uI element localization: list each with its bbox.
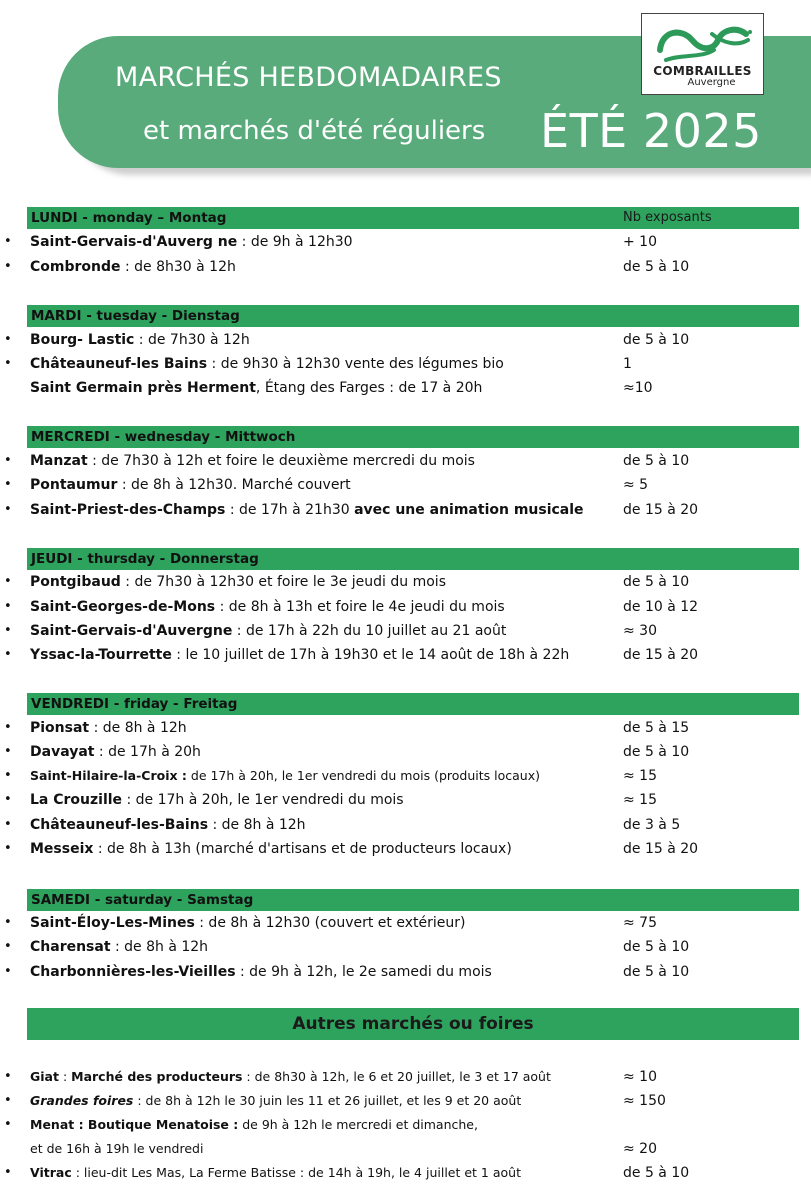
market-detail: : de 17h à 22h du 10 juillet au 21 août [232, 623, 507, 639]
exhibitor-count: de 5 à 10 [623, 1165, 690, 1181]
list-item [0, 1091, 811, 1111]
exhibitor-count: de 5 à 10 [623, 744, 690, 760]
exhibitor-count: de 15 à 20 [623, 647, 699, 663]
market-name: Grandes foires [30, 1093, 134, 1108]
list-item [0, 790, 811, 810]
logo-region: Auvergne [687, 77, 736, 88]
exhibitor-count: ≈ 30 [623, 623, 657, 639]
exhibitor-count: de 10 à 12 [623, 599, 699, 615]
exhibitor-count: ≈ 15 [623, 768, 657, 784]
exhibitor-count: de 15 à 20 [623, 502, 699, 518]
market-name: Bourg- Lastic [30, 332, 135, 348]
bullet: • [4, 356, 12, 371]
bullet: • [4, 939, 12, 954]
list-item [0, 718, 811, 738]
nb-exposants-label: Nb exposants [623, 210, 712, 225]
market-name: Vitrac [30, 1165, 72, 1180]
section-title: MARDI - tuesday - Dienstag [31, 308, 240, 324]
market-name: Messeix [30, 841, 94, 857]
market-detail: : de 8h à 13h (marché d'artisans et de producteurs locaux) [93, 841, 512, 857]
section-title: VENDREDI - friday - Freitag [31, 696, 238, 712]
section-header-mercredi [27, 426, 799, 448]
list-item [0, 1067, 811, 1087]
exhibitor-count: + 10 [623, 234, 657, 250]
market-name: Saint-Éloy-Les-Mines [30, 915, 195, 931]
list-item [0, 913, 811, 933]
bullet: • [4, 841, 12, 856]
market-detail: : le 10 juillet de 17h à 19h30 et le 14 août de 18h à 22h [171, 647, 570, 663]
exhibitor-count: ≈ 20 [623, 1141, 657, 1157]
exhibitor-count: ≈ 75 [623, 915, 657, 931]
market-detail: : de 8h30 à 12h, le 6 et 20 juillet, le 3 et 17 août [242, 1069, 551, 1084]
list-item [0, 378, 811, 398]
bullet: • [4, 915, 12, 930]
market-name: Saint-Hilaire-la-Croix : [30, 768, 187, 783]
bullet: • [4, 502, 12, 517]
exhibitor-count: de 5 à 10 [623, 259, 690, 275]
bullet: • [4, 332, 12, 347]
bullet: • [4, 744, 12, 759]
list-item [0, 621, 811, 641]
combrailles-logo [641, 13, 764, 95]
list-item [0, 1163, 811, 1183]
market-name: Saint-Gervais-d'Auverg ne [30, 234, 238, 250]
list-item [0, 257, 811, 277]
exhibitor-count: ≈ 10 [623, 1069, 657, 1085]
bullet: • [4, 768, 12, 783]
list-item-continuation [0, 1139, 811, 1159]
market-detail: : de 17h à 20h, le 1er vendredi du mois [122, 792, 404, 808]
market-name: Menat : Boutique Menatoise : [30, 1117, 239, 1132]
exhibitor-count: de 5 à 10 [623, 939, 690, 955]
bullet: • [4, 720, 12, 735]
list-item [0, 475, 811, 495]
market-detail: : de 17h à 20h [94, 744, 201, 760]
market-detail: : de 9h à 12h30 [237, 234, 353, 250]
list-item [0, 232, 811, 252]
market-detail: : lieu-dit Les Mas, La Ferme Batisse : de 14h à 19h, le 4 juillet et 1 août [71, 1165, 521, 1180]
section-header-jeudi [27, 548, 799, 570]
list-item [0, 645, 811, 665]
river-logo-icon [652, 20, 754, 64]
market-highlight: avec une animation musicale [354, 502, 584, 518]
exhibitor-count: ≈ 5 [623, 477, 649, 493]
market-detail: : de 9h à 12h, le 2e samedi du mois [235, 964, 492, 980]
market-detail: : de 8h à 12h le 30 juin les 11 et 26 juillet, et les 9 et 20 août [133, 1093, 522, 1108]
bullet: • [4, 259, 12, 274]
bullet: • [4, 453, 12, 468]
market-detail: : de 8h à 12h [208, 817, 306, 833]
section-title: SAMEDI - saturday - Samstag [31, 892, 254, 908]
bullet: • [4, 1165, 12, 1180]
market-name: Châteauneuf-les Bains [30, 356, 208, 372]
bullet: • [4, 1117, 12, 1132]
list-item [0, 766, 811, 786]
exhibitor-count: de 15 à 20 [623, 841, 699, 857]
market-name: Saint Germain près Herment [30, 380, 256, 396]
market-name: Pionsat [30, 720, 90, 736]
market-name: Charbonnières-les-Vieilles [30, 964, 236, 980]
logo-name: COMBRAILLES [653, 64, 752, 78]
market-name: Davayat [30, 744, 95, 760]
section-header-samedi [27, 889, 799, 911]
list-item [0, 1115, 811, 1135]
page-subtitle: et marchés d'été réguliers [143, 116, 486, 146]
section-title: MERCREDI - wednesday - Mittwoch [31, 429, 296, 445]
market-name: Châteauneuf-les-Bains [30, 817, 209, 833]
bullet: • [4, 574, 12, 589]
section-header-lundi [27, 207, 799, 229]
exhibitor-count: de 5 à 10 [623, 453, 690, 469]
list-item [0, 572, 811, 592]
market-name: Saint-Gervais-d'Auvergne [30, 623, 233, 639]
season-title: ÉTÉ 2025 [540, 104, 762, 158]
market-detail: de 17h à 20h, le 1er vendredi du mois (produits locaux) [186, 768, 540, 783]
exhibitor-count: 1 [623, 356, 632, 372]
exhibitor-count: de 5 à 10 [623, 574, 690, 590]
bullet: • [4, 647, 12, 662]
bullet: • [4, 623, 12, 638]
section-header-autres: Autres marchés ou foires [27, 1008, 799, 1040]
market-name: Saint-Georges-de-Mons [30, 599, 216, 615]
market-detail: : de 17h à 21h30 [225, 502, 355, 518]
section-header-mardi [27, 305, 799, 327]
bullet: • [4, 234, 12, 249]
exhibitor-count: de 3 à 5 [623, 817, 681, 833]
section-header-vendredi [27, 693, 799, 715]
market-detail: : de 8h à 13h et foire le 4e jeudi du mois [215, 599, 505, 615]
market-name: Manzat [30, 453, 88, 469]
market-detail: de 9h à 12h le mercredi et dimanche, [238, 1117, 478, 1132]
exhibitor-count: ≈10 [623, 380, 653, 396]
list-item [0, 937, 811, 957]
bullet: • [4, 1069, 12, 1084]
list-item [0, 597, 811, 617]
bullet: • [4, 964, 12, 979]
market-detail: : de 7h30 à 12h [134, 332, 250, 348]
market-detail: : de 7h30 à 12h30 et foire le 3e jeudi du mois [120, 574, 446, 590]
bullet: • [4, 477, 12, 492]
list-item [0, 839, 811, 859]
bullet: • [4, 1093, 12, 1108]
bullet: • [4, 817, 12, 832]
market-name: Yssac-la-Tourrette [30, 647, 172, 663]
exhibitor-count: de 5 à 10 [623, 964, 690, 980]
separator: : [58, 1069, 72, 1084]
market-detail: : de 8h à 12h30 (couvert et extérieur) [194, 915, 466, 931]
market-subname: Marché des producteurs [71, 1069, 243, 1084]
bullet: • [4, 792, 12, 807]
market-name: La Crouzille [30, 792, 123, 808]
list-item [0, 354, 811, 374]
market-name: Saint-Priest-des-Champs [30, 502, 226, 518]
exhibitor-count: ≈ 150 [623, 1093, 666, 1109]
list-item [0, 330, 811, 350]
market-detail: : de 8h à 12h30. Marché couvert [117, 477, 351, 493]
list-item [0, 500, 811, 520]
market-name: Combronde [30, 259, 121, 275]
list-item [0, 742, 811, 762]
list-item [0, 815, 811, 835]
market-name: Pontaumur [30, 477, 118, 493]
exhibitor-count: de 5 à 10 [623, 332, 690, 348]
section-title: LUNDI - monday – Montag [31, 210, 227, 226]
market-detail: : de 9h30 à 12h30 vente des légumes bio [207, 356, 504, 372]
page-title: MARCHÉS HEBDOMADAIRES [115, 62, 502, 93]
exhibitor-count: ≈ 15 [623, 792, 657, 808]
bullet: • [4, 599, 12, 614]
market-detail: : de 8h à 12h [110, 939, 209, 955]
market-detail: : de 8h30 à 12h [120, 259, 236, 275]
list-item [0, 962, 811, 982]
market-detail: et de 16h à 19h le vendredi [30, 1141, 204, 1156]
exhibitor-count: de 5 à 15 [623, 720, 690, 736]
section-title: JEUDI - thursday - Donnerstag [31, 551, 259, 567]
market-detail: , Étang des Farges : de 17 à 20h [255, 380, 483, 396]
market-detail: : de 8h à 12h [89, 720, 187, 736]
market-name: Pontgibaud [30, 574, 121, 590]
market-name: Charensat [30, 939, 111, 955]
market-name: Giat [30, 1069, 59, 1084]
list-item [0, 451, 811, 471]
market-detail: : de 7h30 à 12h et foire le deuxième mercredi du mois [87, 453, 475, 469]
